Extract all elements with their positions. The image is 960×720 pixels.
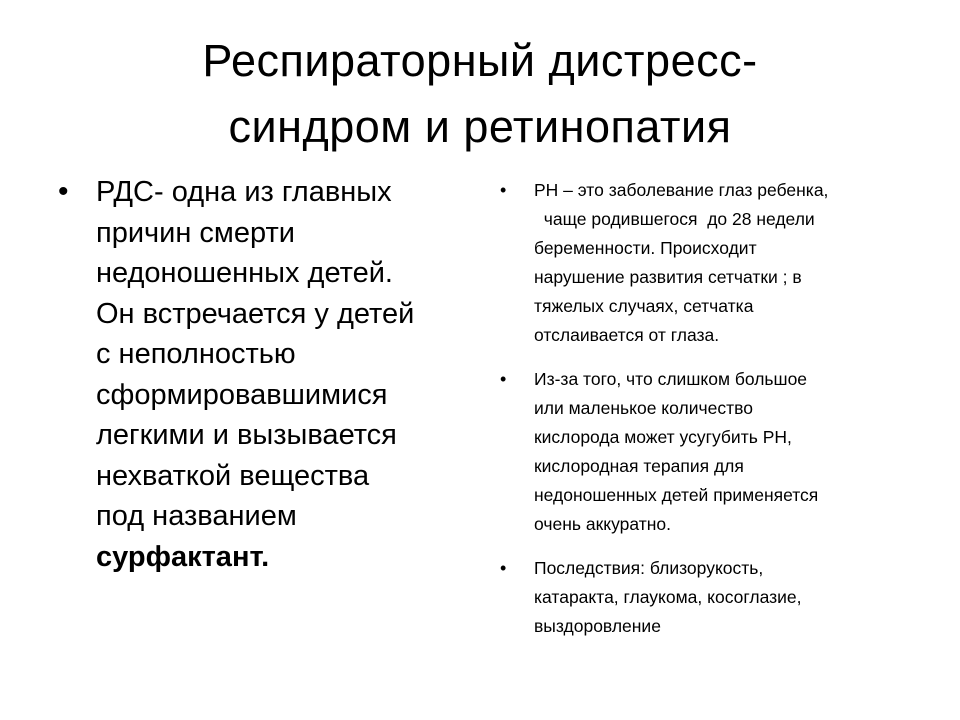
right-bullet-text [534, 554, 906, 641]
right-bullet-text [534, 365, 906, 539]
text-line: тяжелых случаях, сетчатка [534, 296, 754, 316]
bullet-icon: • [58, 175, 69, 208]
text-line: очень аккуратно. [534, 514, 671, 534]
text-line: кислорода может усугубить РН, [534, 427, 792, 447]
text-line: с неполностью [96, 338, 296, 370]
bullet-icon: • [500, 558, 507, 578]
text-line: Из-за того, что слишком большое [534, 369, 808, 389]
slide-title [60, 28, 900, 160]
right-column [496, 176, 906, 656]
text-line: легкими и вызывается [96, 419, 397, 451]
left-bullet-item [58, 172, 468, 577]
slide-title-line-1: Респираторный дистресс- [202, 35, 758, 86]
text-line: недоношенных детей. [96, 257, 393, 289]
text-line: нарушение развития сетчатки ; в [534, 267, 802, 287]
text-line: катаракта, глаукома, косоглазие, [534, 587, 802, 607]
text-line: Он встречается у детей [96, 297, 415, 330]
text-line: беременности. Происходит [534, 238, 757, 258]
slide-title-line-2: синдром и ретинопатия [228, 101, 732, 152]
text-line: кислородная терапия для [534, 456, 744, 476]
text-line: причин смерти [96, 216, 295, 249]
bullet-icon: • [500, 180, 507, 200]
text-line: недоношенных детей применяется [534, 485, 819, 505]
text-line: Последствия: близорукость, [534, 558, 764, 578]
text-line: РН – это заболевание глаз ребенка, [534, 180, 829, 200]
left-column [58, 172, 468, 577]
right-bullet-item-2 [496, 365, 906, 539]
text-line [96, 537, 468, 578]
right-bullet-item-3 [496, 554, 906, 641]
text-line: выздоровление [534, 616, 661, 636]
text-line: сформировавшимися [96, 378, 388, 411]
right-bullet-item-1 [496, 176, 906, 350]
text-line: под названием [96, 500, 297, 532]
surfactant-term: сурфактант. [96, 540, 270, 573]
text-line: или маленькое количество [534, 398, 753, 418]
text-line: отслаивается от глаза. [534, 325, 720, 345]
text-line: нехваткой вещества [96, 459, 370, 492]
text-line: чаще родившегося до 28 недели [534, 209, 815, 229]
right-bullet-text [534, 176, 906, 350]
bullet-icon: • [500, 369, 507, 389]
text-line: РДС- одна из главных [96, 176, 392, 208]
left-bullet-text [96, 172, 468, 577]
